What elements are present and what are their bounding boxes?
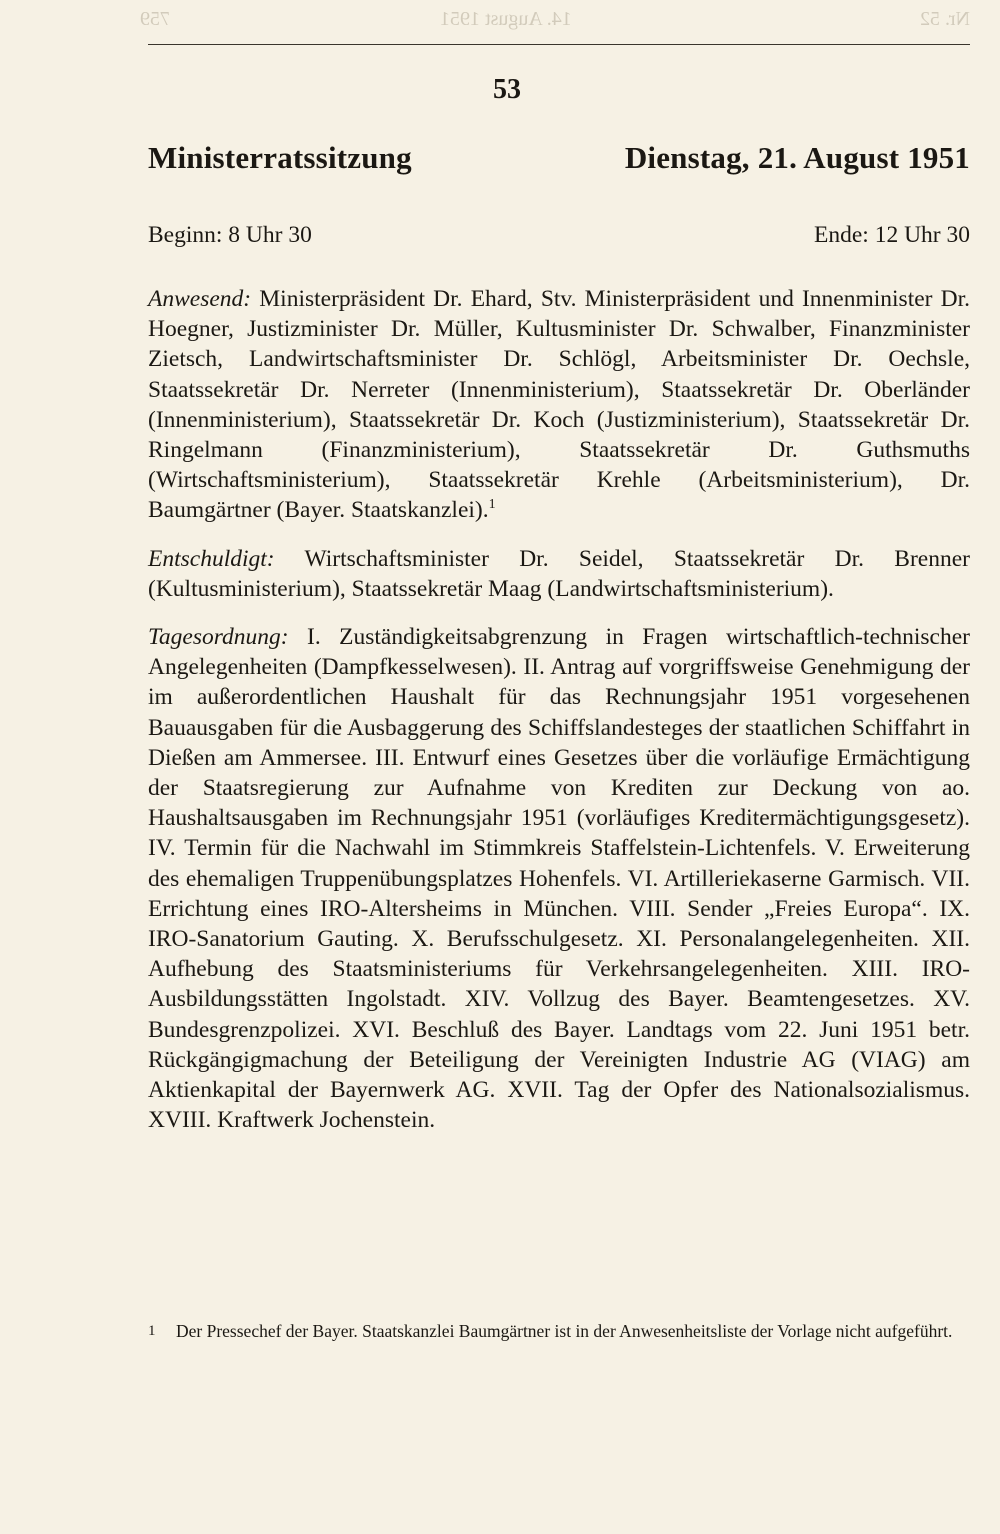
running-head-date: 14. August 1951 — [440, 8, 572, 30]
footnote-reference: 1 — [488, 497, 496, 513]
present-label: Anwesend: — [148, 286, 252, 312]
excused-paragraph — [148, 544, 970, 604]
agenda-text: I. Zuständigkeitsabgrenzung in Fragen wirtschaftlich-technischer Angelegenheiten (Dampfkesselwesen). II. Antrag auf vorgriffsweise Genehmigung der im außerordentlichen Haushalt für das Rechnungsjahr 1951 vorgesehenen Bauausgaben für die Ausbaggerung des Schiffslandesteges der staatlichen Schiffahrt in Dießen am Ammersee. III. Entwurf eines Gesetzes über die vorläufige Ermächtigung der Staatsregierung zur Aufnahme von Krediten zur Deckung von ao. Haushaltsausgaben im Rechnungsjahr 1951 (vorläufiges Kreditermächtigungsgesetz). IV. Termin für die Nachwahl im Stimmkreis Staffelstein-Lichtenfels. V. Erweiterung des ehemaligen Truppenübungsplatzes Hohenfels. VI. Artilleriekaserne Garmisch. VII. Errichtung eines IRO-Altersheims in München. VIII. Sender „Freies Europa“. IX. IRO-Sanatorium Gauting. X. Berufsschulgesetz. XI. Personalangelegenheiten. XII. Aufhebung des Staatsministeriums für Verkehrsangelegenheiten. XIII. IRO-Ausbildungsstätten Ingolstadt. XIV. Vollzug des Bayer. Beamtengesetzes. XV. Bundesgrenzpolizei. XVI. Beschluß des Bayer. Landtags vom 22. Juni 1951 betr. Rückgängigmachung der Beteiligung der Vereinigten Industrie AG (VIAG) am Aktienkapital der Bayernwerk AG. XVII. Tag der Opfer des Nationalsozialismus. XVIII. Kraftwerk Jochenstein. — [148, 624, 970, 1134]
excused-label: Entschuldigt: — [148, 545, 275, 572]
footnote — [148, 1320, 970, 1342]
excused-text: Wirtschaftsminister Dr. Seidel, Staatssekretär Dr. Brenner (Kultusministerium), Staatssekretär Maag (Landwirtschaftsministerium). — [148, 545, 970, 602]
agenda-label: Tagesordnung: — [148, 624, 289, 651]
footnote-number: 1 — [148, 1323, 156, 1339]
header-rule — [148, 44, 970, 45]
end-time: Ende: 12 Uhr 30 — [814, 222, 970, 248]
begin-time: Beginn: 8 Uhr 30 — [148, 222, 312, 248]
running-head-page: 759 — [140, 8, 170, 30]
running-head — [140, 4, 970, 38]
present-text: Ministerpräsident Dr. Ehard, Stv. Ministerpräsident und Innenminister Dr. Hoegner, Justizminister Dr. Müller, Kultusminister Dr. Schwalber, Finanzminister Zietsch, Landwirtschaftsminister Dr. Schlögl, Arbeitsminister Dr. Oechsle, Staatssekretär Dr. Nerreter (Innenministerium), Staatssekretär Dr. Oberländer (Innenministerium), Staatssekretär Dr. Koch (Justizministerium), Staatssekretär Dr. Ringelmann (Finanzministerium), Staatssekretär Dr. Guthsmuths (Wirtschaftsministerium), Staatssekretär Krehle (Arbeitsministerium), Dr. Baumgärtner (Bayer. Staatskanzlei). — [148, 286, 970, 524]
present-paragraph — [148, 284, 970, 526]
document-number: 53 — [493, 74, 521, 105]
running-head-number: Nr. 52 — [920, 8, 970, 30]
document-date: Dienstag, 21. August 1951 — [624, 140, 970, 175]
footnote-text: Der Pressechef der Bayer. Staatskanzlei Baumgärtner ist in der Anwesenheitsliste der Vorlage nicht aufgeführt. — [176, 1321, 953, 1341]
agenda-paragraph — [148, 622, 970, 1135]
body-text — [148, 284, 970, 1153]
document-title: Ministerratssitzung — [148, 140, 412, 175]
time-row — [148, 222, 970, 249]
title-row — [148, 140, 970, 176]
